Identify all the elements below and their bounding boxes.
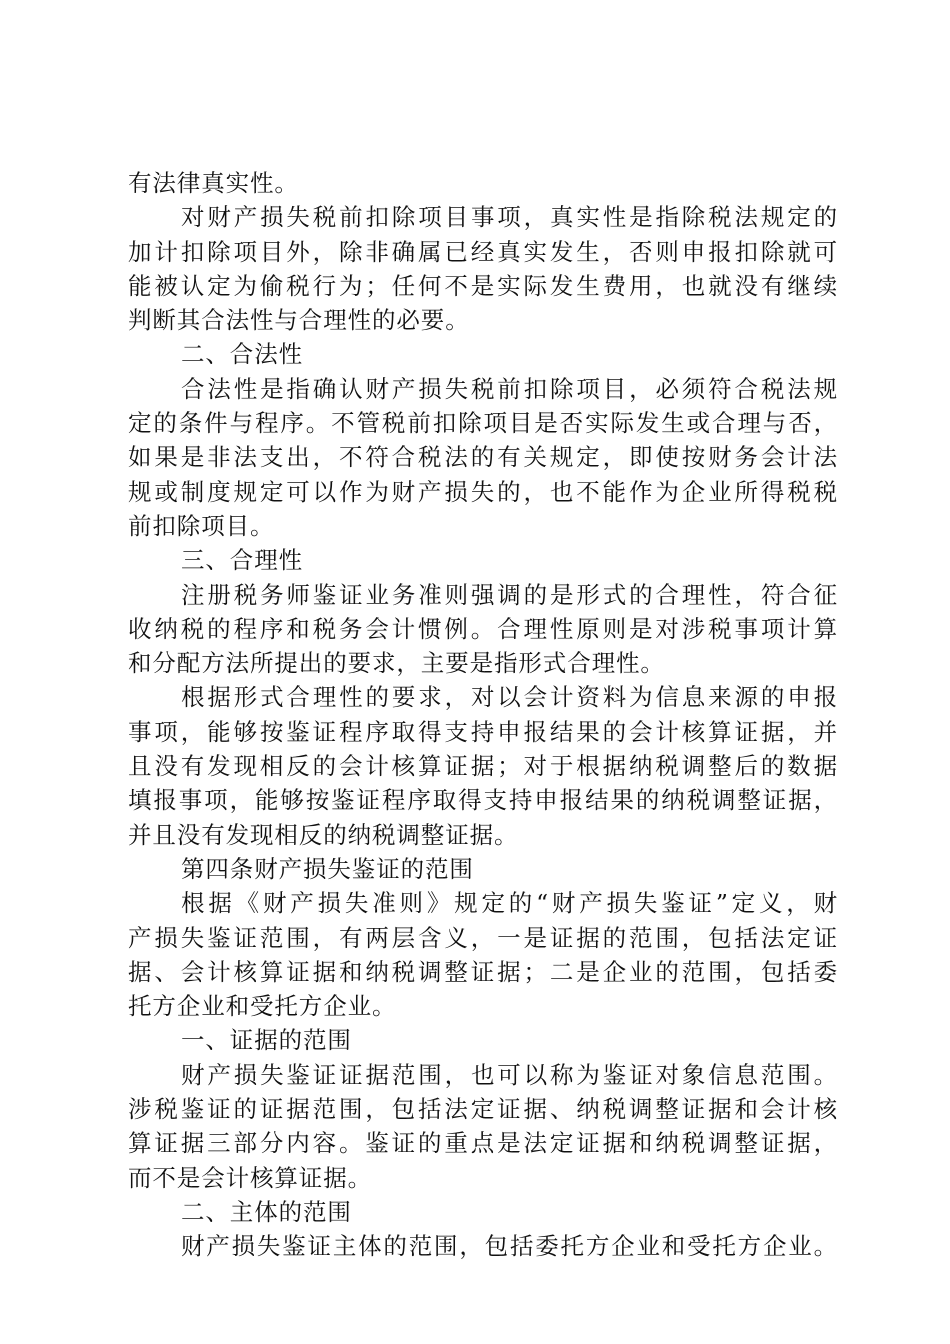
text-line: 判断其合法性与合理性的必要。 <box>128 306 470 335</box>
text-line: 产损失鉴证范围，有两层含义，一是证据的范围，包括法定证 <box>128 923 838 952</box>
text-line: 事项，能够按鉴证程序取得支持申报结果的会计核算证据，并 <box>128 717 838 746</box>
text-line: 注册税务师鉴证业务准则强调的是形式的合理性，符合征 <box>181 580 838 609</box>
document-body <box>128 166 838 1264</box>
text-line: 加计扣除项目外，除非确属已经真实发生，否则申报扣除就可 <box>128 237 838 266</box>
text-line: 财产损失鉴证证据范围，也可以称为鉴证对象信息范围。 <box>181 1060 838 1089</box>
text-line: 收纳税的程序和税务会计惯例。合理性原则是对涉税事项计算 <box>128 614 838 643</box>
section-heading: 一、证据的范围 <box>181 1026 352 1055</box>
section-heading: 二、主体的范围 <box>181 1197 352 1226</box>
text-line: 合法性是指确认财产损失税前扣除项目，必须符合税法规 <box>181 374 838 403</box>
text-line: 有法律真实性。 <box>128 169 299 197</box>
article-heading: 第四条财产损失鉴证的范围 <box>181 854 474 883</box>
text-line: 财产损失鉴证主体的范围，包括委托方企业和受托方企业。 <box>181 1232 838 1261</box>
section-heading: 二、合法性 <box>181 340 303 369</box>
text-line: 据、会计核算证据和纳税调整证据；二是企业的范围，包括委 <box>128 957 838 986</box>
section-heading: 三、合理性 <box>181 546 303 575</box>
text-line: 能被认定为偷税行为；任何不是实际发生费用，也就没有继续 <box>128 271 838 300</box>
text-line: 且没有发现相反的会计核算证据；对于根据纳税调整后的数据 <box>128 752 838 781</box>
text-line: 对财产损失税前扣除项目事项，真实性是指除税法规定的 <box>181 203 838 232</box>
text-line: 算证据三部分内容。鉴证的重点是法定证据和纳税调整证据， <box>128 1129 838 1158</box>
text-line: 前扣除项目。 <box>128 511 275 540</box>
text-line: 根据形式合理性的要求，对以会计资料为信息来源的申报 <box>181 683 838 712</box>
text-line: 定的条件与程序。不管税前扣除项目是否实际发生或合理与否， <box>128 409 838 438</box>
text-line: 涉税鉴证的证据范围，包括法定证据、纳税调整证据和会计核 <box>128 1095 838 1124</box>
text-line: 规或制度规定可以作为财产损失的，也不能作为企业所得税税 <box>128 477 838 506</box>
text-line: 填报事项，能够按鉴证程序取得支持申报结果的纳税调整证据， <box>128 786 838 815</box>
text-line: 托方企业和受托方企业。 <box>128 992 397 1021</box>
text-line: 并且没有发现相反的纳税调整证据。 <box>128 820 519 849</box>
text-line: 而不是会计核算证据。 <box>128 1163 372 1192</box>
text-line: 和分配方法所提出的要求，主要是指形式合理性。 <box>128 649 665 678</box>
text-line: 根据《财产损失准则》规定的“财产损失鉴证”定义，财 <box>181 889 838 918</box>
text-line: 如果是非法支出，不符合税法的有关规定，即使按财务会计法 <box>128 443 838 472</box>
